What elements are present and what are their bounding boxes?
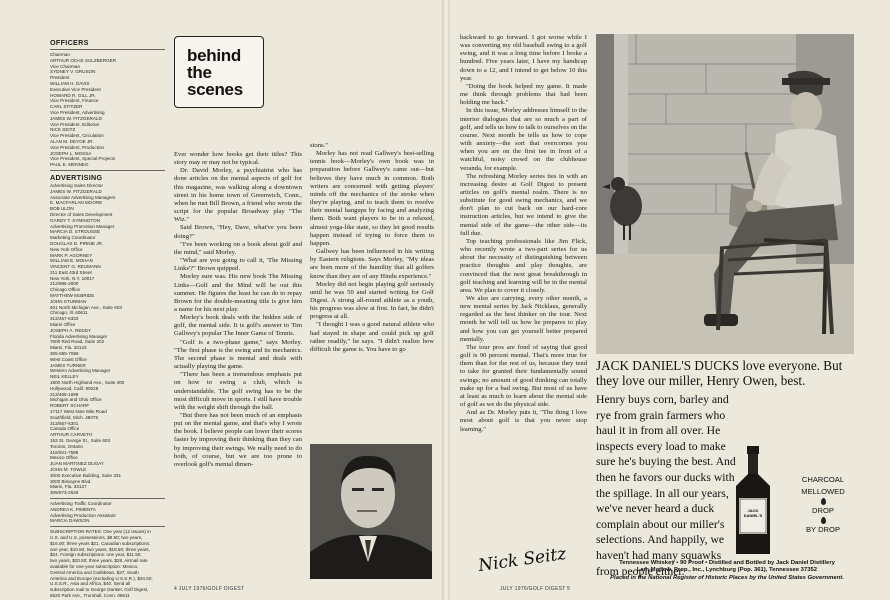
masthead-line: JOHN M. TOWLE	[50, 466, 87, 472]
left-folio: 4 JULY 1976/GOLF DIGEST	[174, 586, 245, 592]
masthead-line: Miami, Fla. 33137	[50, 484, 87, 490]
masthead-line: 153 St. George St., Suite 603	[50, 438, 111, 443]
advertising-list	[50, 183, 165, 496]
masthead-line: Southfield, Mich. 48075	[50, 414, 99, 420]
ad-footer-line: Tennessee Whiskey • 90 Proof • Distilled and Bottled by Jack Daniel Distillery	[619, 560, 835, 566]
masthead-line: ROBERT SCHARF	[50, 403, 90, 409]
masthead-line: WILLIAM H. DAVIS	[50, 80, 90, 86]
logo-word: behind	[187, 46, 241, 65]
masthead-line: Chairman	[50, 52, 70, 57]
masthead-line: Advertising Promotion Manager	[50, 223, 115, 229]
masthead-line: NICK SEITZ	[50, 127, 76, 133]
ad-headline: JACK DANIEL'S DUCKS love everyone. But they love our miller, Henry Owen, best.	[596, 358, 843, 388]
masthead-line: Central America and Caribbean, $27; South	[50, 569, 139, 575]
logo-word: scenes	[187, 80, 243, 99]
article-column-1	[174, 151, 302, 581]
masthead-line: Vice President, Circulation	[50, 133, 104, 139]
masthead-line: DOUGLAS D. PIRNIE JR.	[50, 240, 104, 246]
drop-icon	[821, 517, 826, 524]
masthead-line: 305-665-7696	[50, 351, 79, 357]
article-column-2	[310, 142, 434, 440]
article-paragraph: Morley sure was. His new book The Missing Links—Golf and the Mind will be out this summer. He figures the least he can do to repay Brown for the double-meaning title is give him a name for his next play.	[174, 273, 302, 313]
masthead-line: MARCIA D. STROUSSE	[50, 229, 101, 235]
masthead-divider	[50, 498, 165, 499]
masthead-divider	[50, 49, 165, 50]
masthead-line: JOSEPH L. MOSSA	[50, 150, 92, 156]
article-paragraph: "There has been a tremendous emphasis put on how to swing a club, which is understandable. The golf swing has to be the most difficult move in sports. I still have trouble with the weight shift through the ball.	[174, 371, 302, 411]
article-paragraph: The tour pros are fond of saying that good golf is 90 percent mental. That's more true for them than for the rest of us, because they tend to take for granted their fundamentally sound swings; no amount of good thinking can totally make up for a bad swing. But most of us have at least as much to learn about the mental side of golf as we do the physical side.	[460, 343, 587, 409]
masthead-line: Miami, Fla. 33143	[50, 345, 87, 351]
masthead-line: Western Advertising Manager	[50, 368, 111, 374]
masthead-line: 17117 West Nine Mile Road	[50, 409, 107, 415]
masthead-line: Chicago, Ill. 60611	[50, 310, 88, 316]
officers-heading: OFFICERS	[50, 38, 89, 47]
ad-footer-line: Placed in the National Register of Historic Places by the United States Government.	[610, 574, 844, 581]
masthead-line: Mexico Office	[50, 455, 78, 461]
masthead-line: Marketing Coordinator	[50, 235, 96, 241]
masthead-line: available for one-year subscription: Mexico,	[50, 563, 139, 569]
article-paragraph: backward to go forward. I got worse while I was converting my old baseball swing to a golf swing, and it was a long time before I broke a hundred. Five years later, I have my handicap down to a 12, and I intend to get below 10 this year.	[460, 34, 587, 82]
masthead-line: 1800 North Highland Ave., Suite 400	[50, 380, 125, 386]
masthead-line: 416/921-7588	[50, 449, 79, 455]
masthead-line: 211 East 43rd Street	[50, 269, 92, 275]
masthead-line: 5520 Park Ave., Trumbull, Conn. 06611	[50, 592, 130, 598]
charcoal-mellowed-badge	[790, 474, 856, 536]
masthead-line: subscription mail to George Danker, Golf Digest,	[50, 587, 149, 593]
masthead-line: 3000 Biscayne Blvd.	[50, 478, 92, 484]
subscription-rates	[50, 529, 165, 599]
masthead-line: New York Office	[50, 246, 83, 252]
masthead-line: Associate Advertising Managers	[50, 194, 116, 200]
masthead-line: 3000 Executive Building, Suite 331	[50, 472, 121, 478]
article-paragraph: In this issue, Morley addresses himself to the interior dialogues that are so much a part of golf, and tells us how to talk to ourselves on the course. Next month he tells us how to cope with anxiety—the sort that overcomes you when you are on the first tee in front of a watchful, noisy crowd on the clubhouse veranda, for example.	[460, 107, 587, 172]
masthead-line: Vice Chairman	[50, 63, 81, 69]
masthead-divider	[50, 526, 165, 527]
masthead-line: $16.00; three years $21. Canadian subscriptions:	[50, 540, 151, 546]
masthead-line: Canada Office	[50, 426, 80, 432]
badge-line: MELLOWED	[801, 487, 845, 496]
masthead-line: GARDY T. SYMINGTON	[50, 217, 101, 223]
article-paragraph: "Doing the book helped my game. It made me think through problems that had been holding me back."	[460, 82, 587, 107]
bottle-illustration	[728, 446, 778, 556]
masthead-line: Vice President, Advertising	[50, 109, 105, 115]
masthead-line: JOSEPH A. REDDY	[50, 327, 92, 333]
article-paragraph: Morley has not read Gallwey's best-selling tennis book—Morley's own book was in preparation before Gallwey's came out—but believes they have much in common. Both writers are concerned with getting players' minds off the mechanics of the stroke when they're playing, and to teach them to resolve their mental hangups by facing and analyzing them. Both want players to be in a relaxed, almost yoga-like state, so they let good results happen instead of trying to force them to happen.	[310, 150, 434, 247]
masthead-line: ALAN M. DEYOE JR.	[50, 138, 94, 144]
masthead-line: ARTHUR OCHS SULZBERGER	[50, 57, 117, 63]
article-paragraph: Said Brown, "Hey, Dave, what've you been doing?"	[174, 224, 302, 240]
masthead-line: Vice President, Production	[50, 144, 105, 150]
masthead-line: Chicago Office	[50, 287, 81, 293]
masthead-line: Hollywood, Calif. 90028	[50, 385, 99, 391]
article-paragraph: And as Dr. Morley puts it, "The thing I love most about golf is that you never stop learning."	[460, 409, 587, 433]
masthead-line: 213/466-1699	[50, 391, 79, 397]
masthead-line: 312/467-6333	[50, 316, 79, 322]
masthead-line: Director of Sales Development	[50, 211, 113, 217]
masthead-line: America and Europe (excluding U.S.S.R.), $34.50;	[50, 575, 153, 581]
masthead-line: Florida Advertising Manager	[50, 333, 108, 339]
drop-icon	[821, 498, 826, 505]
masthead-line: E. MACFARLAN MOORE	[50, 200, 103, 206]
masthead-line: Executive Vice President	[50, 86, 101, 92]
logo-word: the	[187, 63, 212, 82]
masthead-line: one year, $10.50; two years, $18.50; three years,	[50, 546, 150, 552]
masthead-column	[50, 38, 165, 598]
masthead-line: NEIL KELLEY	[50, 374, 79, 380]
masthead-line: New York, N.Y. 10017	[50, 275, 95, 281]
article-paragraph: Ever wonder how books get their titles? This story may or may not be typical.	[174, 151, 302, 167]
masthead-line: Vice President, Editorial	[50, 121, 99, 127]
portrait-illustration	[310, 444, 432, 579]
masthead-line: 313/557-6301	[50, 420, 79, 426]
masthead-line: Toronto, Ontario	[50, 443, 83, 449]
article-paragraph: The refreshing Morley series ties in with an increasing desire at Golf Digest to present articles on golf's mental realm. There is no substitute for good swing mechanics, and we don't plan to cut back on our hard-core instruction articles, but we intend to give the mental side of the game—the other side—its full due.	[460, 172, 587, 237]
ad-copy-text: Henry buys corn, barley and rye from grain farmers who haul it in from all over. He inspects every load to make sure he's buying the best. And then he favors our ducks with the spillage. In all our years, we've never heard a duck complain about our miller's selections. And happily, we haven't had many squawks from people either.	[596, 393, 736, 578]
masthead-line: West Coast Office	[50, 356, 87, 362]
masthead-line: WILLIAM E. MOHAN	[50, 258, 93, 264]
article-column-3	[460, 34, 587, 544]
article-paragraph: Morley's book deals with the hidden side of golf, the mental side. It is golf's answer to Tim Gallwey's popular The Inner Game of Tennis.	[174, 314, 302, 338]
miller-with-duck-photo	[596, 34, 854, 354]
masthead-line: JUAN MARTINEZ DUGAY	[50, 461, 104, 467]
masthead-line: Advertising Traffic Coordinator	[50, 500, 112, 506]
masthead-line: Advertising Sales Director	[50, 182, 103, 188]
article-paragraph: sions."	[310, 142, 328, 149]
masthead-line: JAMES W. FITZGERALD	[50, 115, 102, 121]
badge-line: DROP	[812, 506, 834, 515]
masthead-line: SYDNEY V. GRUSON	[50, 69, 96, 75]
masthead-line: Miami Office	[50, 322, 76, 328]
article-paragraph: Gallwey has been influenced in his writing by Eastern religions. Says Morley, "My ideas are born more of the humility that all golfers know than they are of any Hindu experience."	[310, 248, 434, 280]
page-gutter	[442, 0, 450, 600]
masthead-line: Michigan and Ohio Office	[50, 397, 102, 403]
masthead-line: MARCIA DAWSON	[50, 518, 90, 524]
masthead-line: Advertising Production Assistant	[50, 512, 116, 518]
masthead-line: JAMES TURNER	[50, 362, 86, 368]
ad-footer	[596, 560, 858, 582]
advertising-heading: ADVERTISING	[50, 172, 103, 182]
masthead-line: PAUL E. MENNEG	[50, 162, 89, 168]
editor-signature: Nick Seitz	[477, 543, 568, 577]
ad-footer-line: Lem Motlow, Prop., Inc., Lynchburg (Pop. 361), Tennessee 37352	[636, 567, 818, 574]
masthead-line: CARL STITZER	[50, 104, 83, 110]
masthead-line: JOHN STURMAN	[50, 298, 87, 304]
article-paragraph: Morley did not begin playing golf seriously until he was 50 and started writing for Golf Digest. A strong all-round athlete as a youth, his progress was slow at first. In fact, he didn't progress at all.	[310, 280, 434, 321]
masthead-line: SUBSCRIPTION RATES: One year (12 issues) in	[50, 529, 151, 535]
officers-list	[50, 52, 165, 168]
masthead-line: U.S.S.R., Asia and Africa, $40. Send all	[50, 581, 131, 587]
author-portrait-photo	[310, 444, 432, 579]
traffic-list	[50, 501, 165, 524]
masthead-line: ANDREA K. PIMENTA	[50, 506, 96, 512]
article-paragraph: "Golf is a two-phase game," says Morley. "The first phase is the swing and its mechanics. The second phase is mental and deals with actually playing the game.	[174, 338, 302, 371]
article-paragraph: Top teaching professionals like Jim Flick, who recently wrote a two-part series for us about the necessity of distinguishing between practice thoughts and play thoughts, are convinced that the next great breakthrough in golf teaching and learning will be in the mental area. We plan to cover it closely.	[460, 237, 587, 294]
masthead-line: MATTHEW McBRIDE	[50, 293, 95, 299]
masthead-divider	[50, 170, 165, 171]
masthead-line: 212/986-2600	[50, 281, 79, 287]
article-paragraph: "But there has not been much of an emphasis put on the mental game, and that's why I wrote the book. I believe people can lower their scores faster by improving their thinking than they can by improving their swings. We really need to do both, of course, but we are too prone to overlook golf's mental dimen-	[174, 412, 302, 468]
masthead-line: BOB ULON	[50, 206, 74, 212]
masthead-line: $24. Foreign subscriptions: one year, $11.50;	[50, 552, 142, 558]
badge-line: BY DROP	[805, 525, 841, 534]
masthead-line: Vice President, Finance	[50, 98, 99, 104]
masthead-line: President	[50, 75, 70, 81]
article-paragraph: "I thought I was a good natural athlete who had stayed in shape and could pick up golf rather readily," he says. "I didn't realize how difficult the game is. You have to go	[310, 321, 434, 353]
behind-the-scenes-logo	[174, 36, 264, 108]
article-paragraph: "What are you going to call it, 'The Missing Links'?" Brown quipped.	[174, 257, 302, 273]
article-paragraph: Dr. David Morley, a psychiatrist who has done articles on the mental aspects of golf for this magazine, was walking along a downtown street in his home town of Greenwich, Conn., when he met Bill Brown, a friend who wrote the script for the popular Broadway play "The Wiz."	[174, 167, 302, 224]
masthead-line: 401 North Michigan Ave., Suite 603	[50, 304, 122, 310]
masthead-line: Vice President, Special Projects	[50, 156, 116, 162]
right-folio: JULY 1976/GOLF DIGEST 5	[500, 586, 571, 592]
badge-line: CHARCOAL	[801, 475, 845, 484]
bottle-label: JACK DANIEL'S	[743, 508, 763, 518]
masthead-line: U.S. and U.S. possessions, $9.50; two years,	[50, 534, 143, 540]
masthead-line: ARTHUR CARVETH	[50, 432, 93, 438]
masthead-line: two years, $20.50; three years, $28. Airmail rate	[50, 558, 148, 564]
masthead-line: 7600 Red Road, Suite 202	[50, 339, 105, 345]
article-paragraph: "I've been working on a book about golf and the mind," said Morley.	[174, 240, 302, 256]
ad-photo-illustration	[596, 34, 854, 354]
masthead-line: VINCENT G. REUMANN	[50, 264, 101, 270]
masthead-line: HOWARD R. GILL JR.	[50, 92, 96, 98]
article-paragraph: We also are carrying, every other month, a new mental series by Jack Nicklaus, generally regarded as the best thinker on the tour. Next month he will tell us how he prepares to play and how you can get yourself better prepared mentally.	[460, 295, 587, 343]
masthead-line: MARK P. AGORNEY	[50, 252, 93, 258]
masthead-line: JAMES W. FITZGERALD	[50, 188, 102, 194]
whiskey-bottle	[728, 446, 778, 556]
masthead-line: 305/573-2626	[50, 490, 79, 496]
